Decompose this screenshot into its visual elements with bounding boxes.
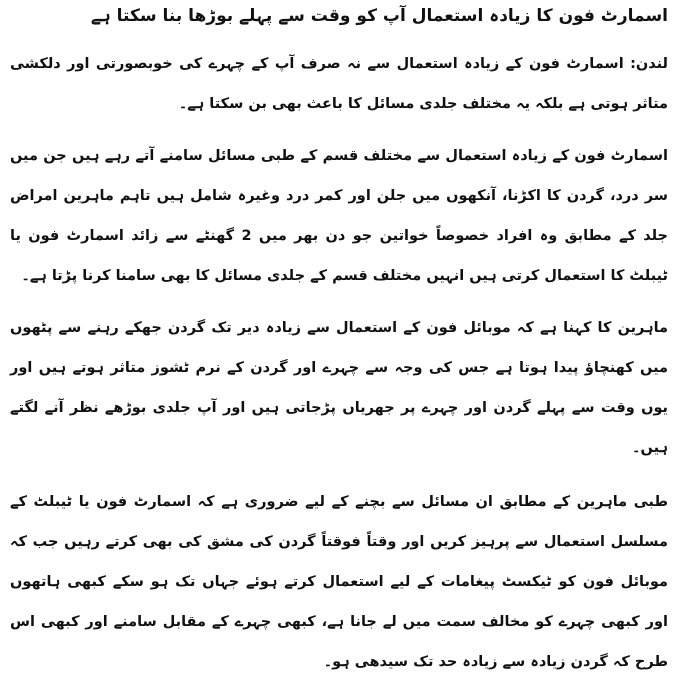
article-paragraph: ماہرین کا کہنا ہے کہ موبائل فون کے استعمال سے زیادہ دیر تک گردن جھکے رہنے سے پٹھوں میں کھنچاؤ پیدا ہوتا ہے جس کی وجہ سے چہرے اور گردن کے نرم ٹشوز متاثر ہوتے ہیں اور یوں وقت سے پہلے گردن اور چہرے پر جھریاں پڑجاتی ہیں اور آپ جلدی بوڑھے نظر آنے لگتے ہیں۔ bbox=[10, 320, 668, 456]
article-paragraph: اسمارٹ فون کے زیادہ استعمال سے مختلف قسم کے طبی مسائل سامنے آتے رہے ہیں جن میں سر درد، گردن کا اکڑنا، آنکھوں میں جلن اور کمر درد وغیرہ شامل ہیں تاہم ماہرین امراض جلد کے مطابق وہ افراد خصوصاً خواتین جو دن بھر میں 2 گھنٹے سے زائد اسمارٹ فون یا ٹیبلٹ کا استعمال کرتی ہیں انہیں مختلف قسم کے جلدی مسائل کا بھی سامنا کرنا پڑتا ہے۔ bbox=[10, 148, 668, 284]
article-headline: اسمارٹ فون کا زیادہ استعمال آپ کو وقت سے پہلے بوڑھا بنا سکتا ہے bbox=[90, 6, 668, 26]
article-paragraph: طبی ماہرین کے مطابق ان مسائل سے بچنے کے لیے ضروری ہے کہ اسمارٹ فون یا ٹیبلٹ کے مسلسل استعمال سے پرہیز کریں اور وقتاً فوقتاً گردن کی مشق کی بھی کرتے رہیں جب کہ موبائل فون کو ٹیکسٹ پیغامات کے لیے استعمال کرتے ہوئے جہاں تک ہو سکے کبھی ہاتھوں اور کبھی چہرے کو مخالف سمت میں لے جانا ہے، کبھی چہرے کے مقابل سامنے اور کبھی اس طرح کہ گردن زیادہ سے زیادہ حد تک سیدھی ہو۔ bbox=[10, 494, 668, 670]
article-paragraph: لندن: اسمارٹ فون کے زیادہ استعمال سے نہ صرف آپ کے چہرے کی خوبصورتی اور دلکشی متاثر ہوتی ہے بلکہ یہ مختلف جلدی مسائل کا باعث بھی بن سکتا ہے۔ bbox=[10, 56, 668, 112]
